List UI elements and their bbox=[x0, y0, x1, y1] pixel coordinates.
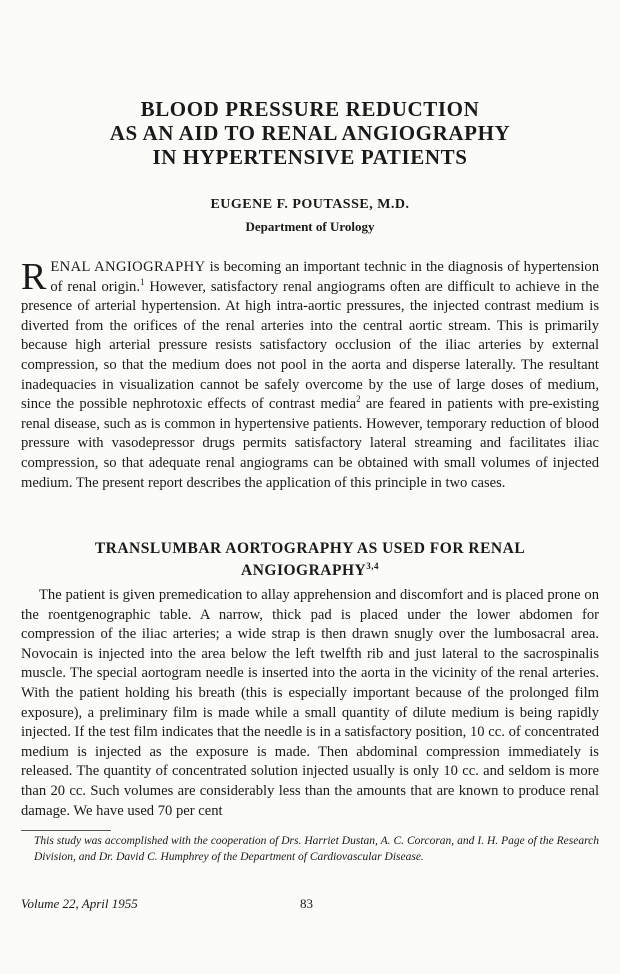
page-number: 83 bbox=[300, 896, 313, 911]
section-heading-word: ANGIOGRAPHY bbox=[241, 562, 367, 579]
article-title-line-2: AS AN AID TO RENAL ANGIOGRAPHY bbox=[109, 121, 511, 145]
intro-text-a: is becoming an important technic in the diagnosis of hypertension of renal origin. bbox=[50, 259, 599, 295]
drop-cap: R bbox=[21, 256, 47, 298]
article-title-line-3: IN HYPERTENSIVE PATIENTS bbox=[152, 145, 468, 169]
intro-text-c: are feared in patients with pre-existing renal disease, such as is common in hypertensive patients. However, temporary reduction of blood pressure with vasodepressor drugs permits satisfactory lateral streaming and facilitates iliac compression, so that adequate renal angiograms can be obtained with small volumes of injected medium. The present report describes the application of this principle in two cases. bbox=[21, 396, 599, 491]
reference-1: 1 bbox=[139, 276, 145, 287]
section-heading-line-2 bbox=[0, 560, 620, 582]
intro-lead-caps: ENAL ANGIOGRAPHY bbox=[50, 259, 206, 275]
section-heading-line-1: TRANSLUMBAR AORTOGRAPHY AS USED FOR RENAL bbox=[94, 540, 526, 557]
intro-text-b: However, satisfactory renal angiograms often are difficult to achieve in the presence of arterial hypertension. At high intra-aortic pressures, the injected contrast medium is diverted from the orifices of the renal arteries into the central aortic stream. This is primarily because high arterial pressure resists satisfactory occlusion of the iliac arteries by external compression, so that the medium does not pool in the aorta and disperse laterally. The resultant inadequacies in visualization cannot be safely overcome by the use of large doses of medium, since the possible nephrotoxic effects of contrast media bbox=[21, 278, 599, 413]
article-title-line-1: BLOOD PRESSURE REDUCTION bbox=[140, 97, 480, 121]
footnote: This study was accomplished with the cooperation of Drs. Harriet Dustan, A. C. Corcoran, and I. H. Page of the Research Division, and Dr. David C. Humphrey of the Department of Cardiovascular Disease. bbox=[34, 835, 599, 863]
author-department: Department of Urology bbox=[245, 219, 375, 234]
method-paragraph: The patient is given premedication to allay apprehension and discomfort and is placed prone on the roentgenographic table. A narrow, thick pad is placed under the lower abdomen for compression of the iliac arteries; a wide strap is then drawn snugly over the lumbosacral area. Novocain is injected into the area below the left twelfth rib and just lateral to the sacrospinalis muscle. The special aortogram needle is inserted into the aorta in the vicinity of the renal arteries. With the patient holding his breath (this is especially important because of the prolonged film exposure), a preliminary film is made while a small quantity of dilute medium is being rapidly injected. If the test film indicates that the needle is in a satisfactory position, 10 cc. of concentrated medium is injected as the exposure is made. Then abdominal compression immediately is released. The quantity of concentrated solution injected usually is only 10 cc. and seldom is more than 20 cc. Such volumes are considerably less than the amounts that are known to produce renal damage. We have used 70 per cent bbox=[21, 587, 599, 819]
author-name: EUGENE F. POUTASSE, M.D. bbox=[210, 197, 410, 212]
footnote-divider bbox=[21, 830, 111, 831]
volume-line: Volume 22, April 1955 bbox=[21, 896, 138, 911]
reference-2: 2 bbox=[356, 394, 361, 405]
intro-paragraph bbox=[21, 258, 599, 493]
section-heading-refs: 3,4 bbox=[366, 561, 379, 571]
